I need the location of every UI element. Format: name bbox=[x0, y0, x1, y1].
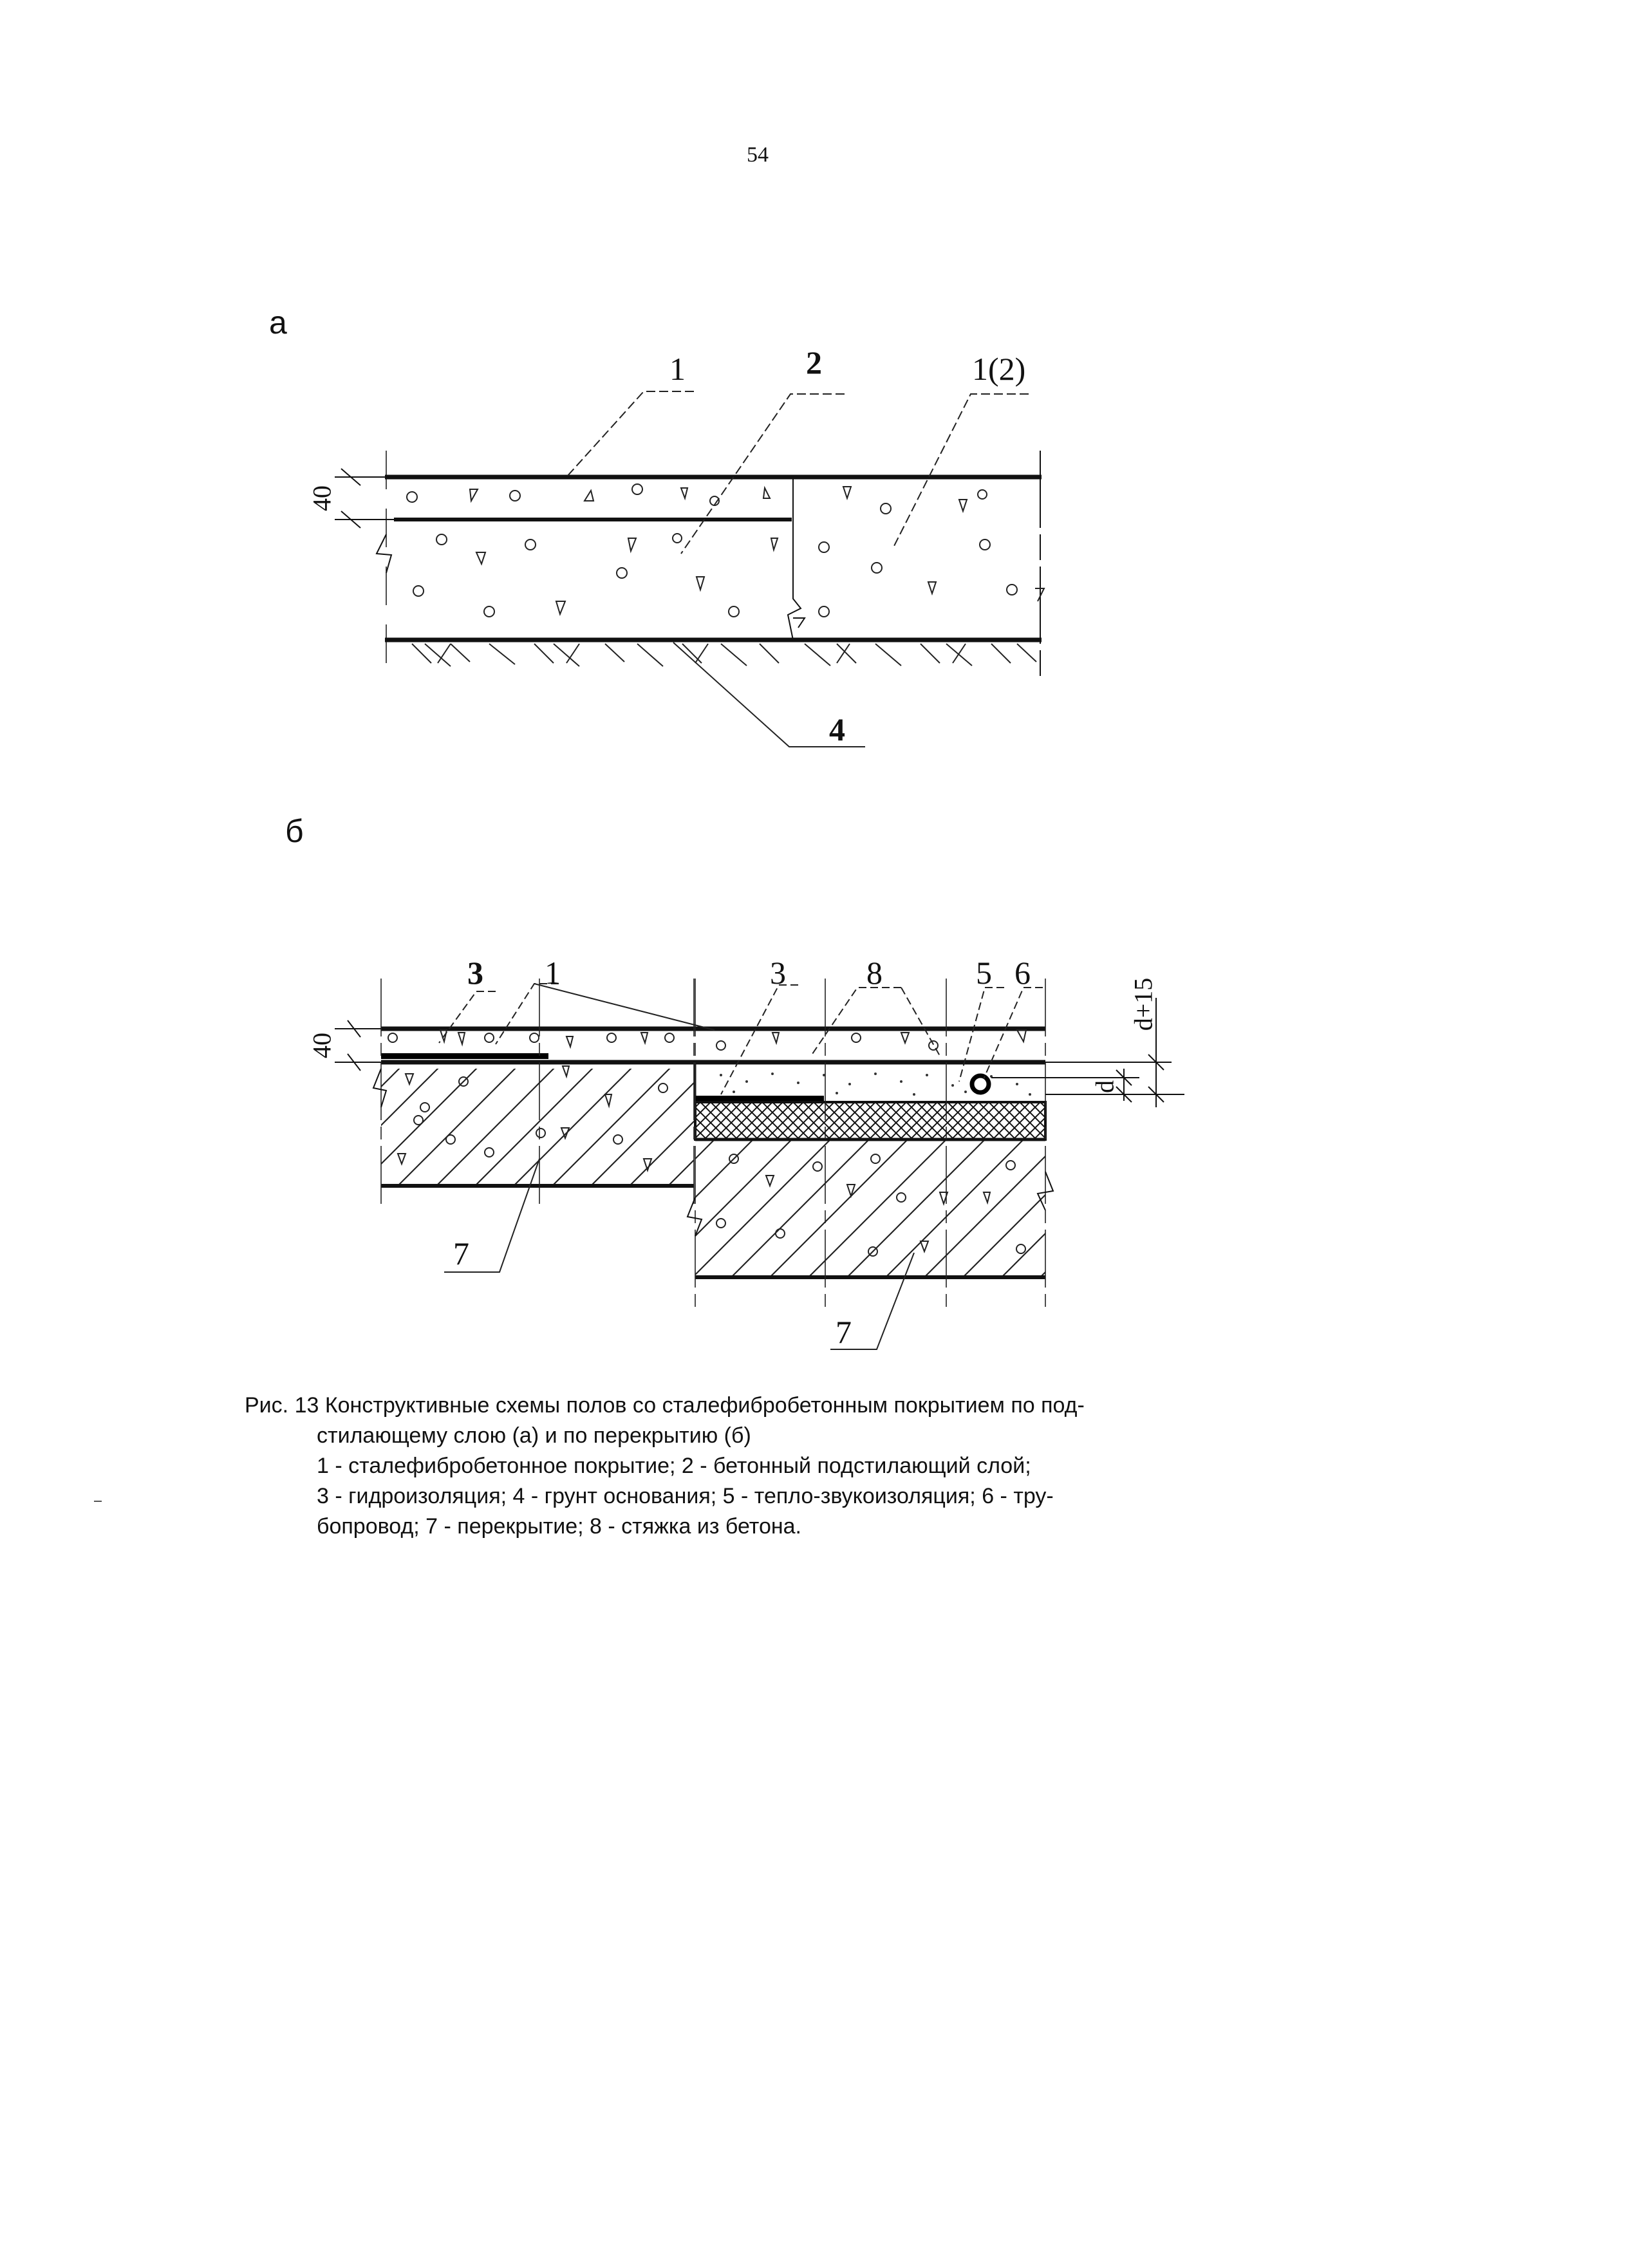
panel-a-label-2: 2 bbox=[806, 344, 822, 380]
panel-b-label-5: 5 bbox=[976, 955, 992, 991]
panel-a-label-1: 1 bbox=[669, 351, 686, 387]
panel-b-label-7-left: 7 bbox=[453, 1235, 469, 1271]
panel-b-label-1: 1 bbox=[545, 955, 561, 991]
panel-a-dimension-40: 40 bbox=[307, 485, 337, 511]
caption-line-4: 3 - гидроизоляция; 4 - грунт основания; 5 - тепло-звукоизоляция; 6 - тру- bbox=[317, 1484, 1054, 1508]
figure-panel-b-letter: б bbox=[285, 813, 304, 849]
panel-b-waterproofing-right bbox=[695, 1096, 824, 1101]
panel-b-section bbox=[308, 955, 1185, 1350]
panel-b-label-3-right: 3 bbox=[770, 955, 786, 991]
panel-b-dimension-d-plus-15: d+15 bbox=[1128, 977, 1158, 1031]
panel-b-label-8: 8 bbox=[866, 955, 883, 991]
panel-a-label-4: 4 bbox=[829, 711, 845, 747]
figure-panel-a-letter: а bbox=[269, 305, 287, 341]
panel-b-dimension-40: 40 bbox=[307, 1033, 337, 1058]
caption-line-3: 1 - сталефибробетонное покрытие; 2 - бетонный подстилающий слой; bbox=[317, 1454, 1031, 1478]
panel-b-pipe bbox=[972, 1076, 989, 1092]
panel-a-label-1-2: 1(2) bbox=[972, 351, 1026, 387]
caption-line-5: бопровод; 7 - перекрытие; 8 - стяжка из бетона. bbox=[317, 1514, 801, 1539]
panel-b-dimension-d: d bbox=[1090, 1080, 1119, 1093]
panel-b-label-6: 6 bbox=[1014, 955, 1031, 991]
caption-line-1: Рис. 13 Конструктивные схемы полов со сталефибробетонным покрытием по под- bbox=[245, 1393, 1085, 1418]
panel-b-insulation-layer bbox=[695, 1102, 1045, 1139]
panel-a-section bbox=[308, 344, 1045, 747]
panel-b-label-3-left: 3 bbox=[467, 955, 483, 991]
panel-b-waterproofing-left bbox=[381, 1053, 548, 1059]
panel-b-slab-right bbox=[695, 1139, 1045, 1277]
figure-caption bbox=[245, 1391, 1249, 1542]
caption-line-2: стилающему слою (а) и по перекрытию (б) bbox=[317, 1423, 751, 1448]
page-number: 54 bbox=[747, 143, 769, 167]
panel-b-label-7-right: 7 bbox=[836, 1314, 852, 1350]
